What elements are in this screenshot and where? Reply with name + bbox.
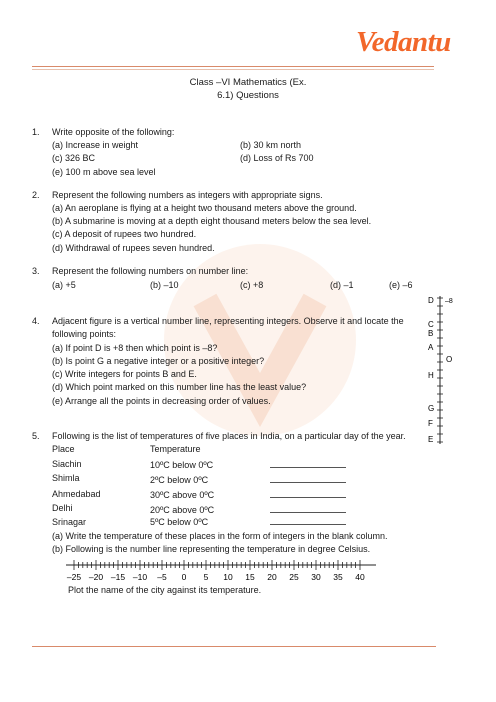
q4-option-a: (a) If point D is +8 then which point is –8?: [52, 343, 218, 353]
tick-label: 5: [203, 572, 209, 582]
vline-top-tick-label: –8: [445, 298, 453, 305]
page-title-line2: 6.1) Questions: [217, 90, 279, 101]
q1-option-d: (d) Loss of Rs 700: [240, 153, 314, 163]
vline-label-f: F: [428, 419, 433, 428]
q4-option-e: (e) Arrange all the points in decreasing order of values.: [52, 396, 271, 406]
q1-option-b: (b) 30 km north: [240, 140, 302, 150]
vertical-number-line: [418, 290, 468, 450]
q4-number: 4.: [32, 316, 40, 326]
tick-label: 30: [311, 572, 321, 582]
q5-col-temperature: Temperature: [150, 444, 201, 454]
tick-label: –25: [66, 572, 82, 582]
tick-label: –15: [110, 572, 126, 582]
horizontal-tick-labels: [67, 572, 365, 582]
q4-option-b: (b) Is point G a negative integer or a positive integer?: [52, 356, 265, 366]
vline-label-e: E: [428, 435, 434, 444]
q4-option-d: (d) Which point marked on this number line has the least value?: [52, 382, 307, 392]
q1-option-a: (a) Increase in weight: [52, 140, 139, 150]
q3-option-e: (e) –6: [389, 280, 413, 290]
q2-option-b: (b) A submarine is moving at a depth eight thousand meters below the sea level.: [52, 216, 372, 226]
q5-col-place: Place: [52, 444, 75, 454]
vline-label-h: H: [428, 371, 434, 380]
vline-label-b: B: [428, 329, 434, 338]
q2-option-a: (a) An aeroplane is flying at a height two thousand meters above the ground.: [52, 203, 357, 213]
q5-row-place: Srinagar: [52, 517, 87, 527]
q5-row-place: Shimla: [52, 473, 80, 483]
q5-row-blank[interactable]: [270, 482, 346, 483]
q5-row-blank[interactable]: [270, 497, 346, 498]
q3-option-c: (c) +8: [240, 280, 264, 290]
q3-text: Represent the following numbers on number line:: [52, 266, 249, 276]
q5-row-temp: 10ºC below 0ºC: [150, 460, 214, 470]
watermark-logo: [150, 230, 370, 450]
page-title-line1: Class –VI Mathematics (Ex.: [189, 77, 307, 88]
q3-number: 3.: [32, 266, 40, 276]
tick-label: –20: [88, 572, 104, 582]
q5-row-blank[interactable]: [270, 524, 346, 525]
tick-label: 0: [181, 572, 187, 582]
vline-label-c: C: [428, 320, 434, 329]
q5-row-temp: 5ºC below 0ºC: [150, 517, 209, 527]
tick-label: 20: [267, 572, 277, 582]
q3-option-b: (b) –10: [150, 280, 179, 290]
q5-row-temp: 30ºC above 0ºC: [150, 490, 215, 500]
q1-number: 1.: [32, 127, 40, 137]
q5-row-temp: 2ºC below 0ºC: [150, 475, 209, 485]
q4-option-c: (c) Write integers for points B and E.: [52, 369, 197, 379]
q1-option-c: (c) 326 BC: [52, 153, 96, 163]
tick-label: 40: [355, 572, 365, 582]
tick-label: 35: [333, 572, 343, 582]
q1-text: Write opposite of the following:: [52, 127, 175, 137]
q5-row-place: Delhi: [52, 503, 73, 513]
vline-label-a: A: [428, 343, 434, 352]
tick-label: –5: [157, 572, 167, 582]
q2-text: Represent the following numbers as integers with appropriate signs.: [52, 190, 323, 200]
vedantu-logo: Vedantu: [356, 26, 451, 58]
q4-text: Adjacent figure is a vertical number line, representing integers. Observe it and locate the: [52, 316, 404, 326]
q5-row-blank[interactable]: [270, 467, 346, 468]
q5-number: 5.: [32, 431, 40, 441]
q5-option-a: (a) Write the temperature of these places in the form of integers in the blank column.: [52, 531, 388, 541]
q1-option-e: (e) 100 m above sea level: [52, 167, 156, 177]
q5-option-b: (b) Following is the number line representing the temperature in degree Celsius.: [52, 544, 371, 554]
vline-label-g: G: [428, 404, 435, 413]
q2-option-c: (c) A deposit of rupees two hundred.: [52, 229, 197, 239]
q2-number: 2.: [32, 190, 40, 200]
q3-option-d: (d) –1: [330, 280, 354, 290]
vline-zero-label: O: [446, 355, 453, 364]
q3-option-a: (a) +5: [52, 280, 76, 290]
vline-label-d: D: [428, 296, 434, 305]
footer-rule: [32, 646, 436, 647]
tick-label: –10: [132, 572, 148, 582]
header-rule: [32, 66, 434, 67]
tick-label: 25: [289, 572, 299, 582]
q5-row-place: Ahmedabad: [52, 489, 101, 499]
tick-label: 15: [245, 572, 255, 582]
q5-plot-instruction: Plot the name of the city against its temperature.: [68, 585, 262, 595]
q5-row-place: Siachin: [52, 459, 82, 469]
q5-text: Following is the list of temperatures of five places in India, on a particular day of the year.: [52, 431, 406, 441]
q5-row-temp: 20ºC above 0ºC: [150, 505, 215, 515]
q5-row-blank[interactable]: [270, 512, 346, 513]
q4-text-cont: following points:: [52, 329, 117, 339]
tick-label: 10: [223, 572, 233, 582]
temperature-number-line: [62, 556, 382, 584]
q2-option-d: (d) Withdrawal of rupees seven hundred.: [52, 243, 215, 253]
header-rule-secondary: [32, 69, 434, 70]
